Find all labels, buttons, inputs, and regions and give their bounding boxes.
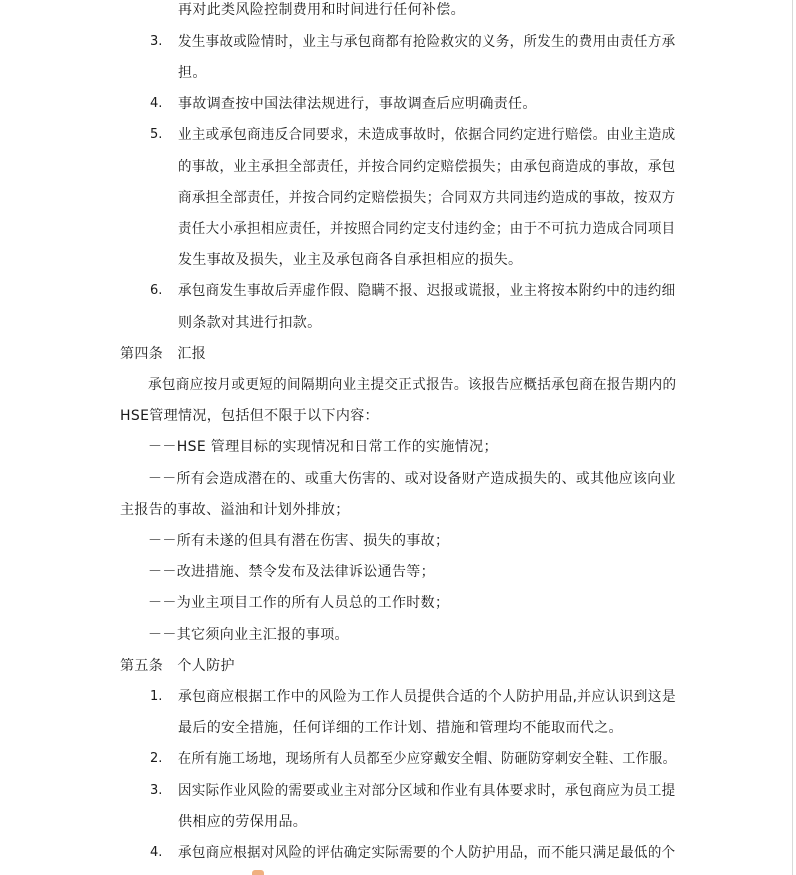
list-number: 4. — [150, 845, 163, 860]
text-line: 的事故，业主承担全部责任，并按合同约定赔偿损失；由承包商造成的事故，承包 — [178, 159, 676, 175]
text-line: 在所有施工场地，现场所有人员都至少应穿戴安全帽、防砸防穿刺安全鞋、工作服。 — [178, 751, 677, 767]
text-line: 业主或承包商违反合同要求，未造成事故时，依据合同约定进行赔偿。由业主造成 — [178, 127, 676, 143]
text-line: －－所有会造成潜在的、或重大伤害的、或对设备财产造成损失的、或其他应该向业 — [148, 471, 676, 487]
section-heading: 第四条 汇报 — [120, 346, 207, 362]
text-line: 主报告的事故、溢油和计划外排放； — [120, 502, 350, 518]
text-line: －－HSE 管理目标的实现情况和日常工作的实施情况； — [148, 439, 498, 455]
scan-mark — [252, 870, 264, 875]
text-line: －－改进措施、禁令发布及法律诉讼通告等； — [148, 564, 435, 580]
text-line: －－所有未遂的但具有潜在伤害、损失的事故； — [148, 533, 450, 549]
section-heading: 第五条 个人防护 — [120, 658, 235, 674]
text-line: 责任大小承担相应责任，并按照合同约定支付违约金；由于不可抗力造成合同项目 — [178, 221, 676, 237]
list-number: 6. — [150, 283, 163, 298]
text-line: 事故调查按中国法律法规进行，事故调查后应明确责任。 — [178, 96, 537, 112]
text-line: 因实际作业风险的需要或业主对部分区域和作业有具体要求时，承包商应为员工提 — [178, 783, 676, 799]
text-line: 承包商应根据对风险的评估确定实际需要的个人防护用品，而不能只满足最低的个 — [178, 845, 676, 861]
text-line: 担。 — [178, 65, 207, 81]
text-line: －－其它须向业主汇报的事项。 — [148, 627, 349, 643]
list-number: 2. — [150, 751, 163, 766]
page-border — [792, 0, 793, 875]
list-number: 4. — [150, 96, 163, 111]
text-line: －－为业主项目工作的所有人员总的工作时数； — [148, 595, 450, 611]
text-line: 承包商应按月或更短的间隔期向业主提交正式报告。该报告应概括承包商在报告期内的 — [148, 377, 677, 393]
text-line: 商承担全部责任，并按合同约定赔偿损失；合同双方共同违约造成的事故，按双方 — [178, 190, 676, 206]
text-line: 供相应的劳保用品。 — [178, 814, 308, 830]
list-number: 3. — [150, 34, 163, 49]
list-number: 1. — [150, 689, 163, 704]
list-number: 5. — [150, 127, 163, 142]
list-number: 3. — [150, 783, 163, 798]
text-line: 再对此类风险控制费用和时间进行任何补偿。 — [178, 2, 465, 18]
text-line: 发生事故及损失，业主及承包商各自承担相应的损失。 — [178, 252, 523, 268]
text-line: 最后的安全措施，任何详细的工作计划、措施和管理均不能取而代之。 — [178, 720, 623, 736]
text-line: 发生事故或险情时，业主与承包商都有抢险救灾的义务，所发生的费用由责任方承 — [178, 34, 676, 50]
text-line: 则条款对其进行扣款。 — [178, 315, 322, 331]
text-line: 承包商应根据工作中的风险为工作人员提供合适的个人防护用品,并应认识到这是 — [178, 689, 676, 705]
text-line: 承包商发生事故后弄虚作假、隐瞒不报、迟报或谎报，业主将按本附约中的违约细 — [178, 283, 676, 299]
text-line: HSE管理情况，包括但不限于以下内容： — [120, 408, 379, 424]
